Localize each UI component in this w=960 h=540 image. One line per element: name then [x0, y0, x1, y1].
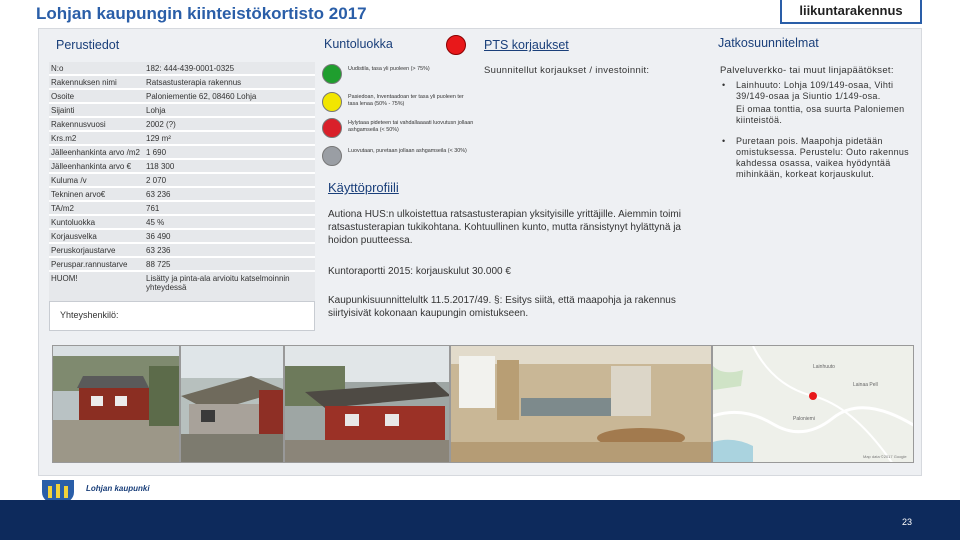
property-value: 45 %	[146, 218, 165, 227]
further-plans-point: Ei omaa tonttia, osa suurta Paloniemen kiinteistöä.	[736, 104, 905, 125]
contact-person-label: Yhteyshenkilö:	[60, 310, 119, 320]
map-label: Lainhuuto	[813, 364, 835, 370]
further-plans-point: Puretaan pois. Maapohja pidetään omistuksessa. Perustelu: Outo rakennus kahdessa osassa, vaikea hyödyntää mihinkään, korkeat korjauskulut.	[736, 136, 909, 179]
property-key: Rakennusvuosi	[51, 120, 106, 129]
property-value: 2002 (?)	[146, 120, 176, 129]
property-value: Ratsastusterapia rakennus	[146, 78, 242, 87]
contact-person-box	[49, 301, 315, 331]
legend-text: Luovutaan, puretaan jollaan ashgamseila (< 30%)	[348, 148, 467, 154]
city-planning-text: Kaupunkisuunnittelultk 11.5.2017/49. §: Esitys siitä, että maapohja ja rakennus siirtyisivät kokonaan kaupungin omistukseen.	[328, 295, 676, 319]
property-row	[49, 104, 315, 118]
bullet: •	[722, 80, 726, 90]
building-photo-3	[284, 345, 450, 463]
property-row	[49, 202, 315, 216]
property-row	[49, 90, 315, 104]
property-key: TA/m2	[51, 204, 74, 213]
location-map-image	[713, 346, 914, 463]
location-map[interactable]	[712, 345, 914, 463]
property-value: Lohja	[146, 106, 166, 115]
property-value: 63 236	[146, 246, 171, 255]
legend-item-good	[322, 64, 472, 88]
bullet: •	[722, 136, 726, 146]
further-plans-item	[720, 136, 910, 180]
property-key: Kuntoluokka	[51, 218, 96, 227]
page-number: 23	[902, 517, 913, 527]
further-plans-heading: Jatkosuunnitelmat	[718, 36, 819, 50]
legend-green-dot	[322, 64, 342, 84]
property-row	[49, 230, 315, 244]
property-value: 182: 444-439-0001-0325	[146, 64, 235, 73]
property-key: Osoite	[51, 92, 75, 101]
further-plans-item	[720, 80, 910, 126]
city-logo	[38, 478, 218, 502]
footer-bar	[0, 500, 960, 540]
condition-report-text: Kuntoraportti 2015: korjauskulut 30.000 €	[328, 266, 511, 277]
further-plans-point: Lainhuuto: Lohja 109/149-osaa, Vihti 39/149-osaa ja Siuntio 1/149-osa.	[736, 80, 894, 101]
property-key: Korjausvelka	[51, 232, 97, 241]
property-row	[49, 174, 315, 188]
legend-item-demolish	[322, 146, 472, 170]
building-photo-2	[180, 345, 284, 463]
pts-planned-repairs-text: Suunnitellut korjaukset / investoinnit:	[484, 65, 650, 76]
property-value: 2 070	[146, 176, 167, 185]
property-table	[49, 62, 315, 308]
building-photo-1	[52, 345, 180, 463]
property-key: Jälleenhankinta arvo /m2	[51, 148, 140, 157]
building-category-badge: liikuntarakennus	[780, 0, 922, 24]
property-key: Rakennuksen nimi	[51, 78, 117, 87]
usage-profile-text: Autiona HUS:n ulkoistettua ratsastusterapian yksityisille yrittäjille. Aiemmin toimi ratsastusterapian tukikohtana. Kohtuullinen kunto, mutta ränsistynyt hylättynä ja hoidon puutteessa.	[328, 209, 681, 246]
property-key: Jälleenhankinta arvo €	[51, 162, 132, 171]
building-photo-2-image	[181, 346, 284, 463]
property-value: 63 236	[146, 190, 171, 199]
property-row	[49, 118, 315, 132]
property-row	[49, 216, 315, 230]
pts-repairs-heading: PTS korjaukset	[484, 38, 569, 52]
property-value: Paloniementie 62, 08460 Lohja	[146, 92, 257, 101]
property-key: Peruskorjaustarve	[51, 246, 116, 255]
legend-text: Uudistila, tasa yli puoleen (> 75%)	[348, 66, 430, 72]
building-photo-1-image	[53, 346, 180, 463]
property-value: 761	[146, 204, 160, 213]
legend-yellow-dot	[322, 92, 342, 112]
property-row	[49, 244, 315, 258]
property-value: 88 725	[146, 260, 171, 269]
property-key: Kuluma /v	[51, 176, 87, 185]
property-key: Peruspar.rannustarve	[51, 260, 128, 269]
property-value: 129 m²	[146, 134, 171, 143]
property-value: Lisätty ja pinta-ala arvioitu katselmoinnin yhteydessä	[146, 274, 290, 292]
property-row	[49, 188, 315, 202]
legend-text: Pasiedoan, Inventaadoan ter tasa yli puoleen ter tasa lenaa (50% - 75%)	[348, 94, 464, 107]
legend-item-poor	[322, 118, 472, 142]
property-value: 118 300	[146, 162, 175, 171]
property-row	[49, 258, 315, 272]
condition-class-heading: Kuntoluokka	[324, 37, 393, 51]
further-plans-intro: Palveluverkko- tai muut linjapäätökset:	[720, 65, 894, 76]
usage-profile-heading: Käyttöprofiili	[328, 180, 399, 195]
building-photo-3-image	[285, 346, 450, 463]
basic-info-heading: Perustiedot	[56, 38, 120, 52]
page-title: Lohjan kaupungin kiinteistökortisto 2017	[36, 4, 367, 23]
property-key: Sijainti	[51, 106, 75, 115]
property-value: 36 490	[146, 232, 171, 241]
property-row	[49, 146, 315, 160]
map-copyright: Map data ©2017 Google	[863, 454, 907, 459]
building-interior-photo-image	[451, 346, 712, 463]
condition-status-indicator	[446, 35, 466, 55]
legend-text: Hylytaaa pideteen tai vahdallaaaati luovutusn jollaan ashgamseila (< 50%)	[348, 120, 474, 133]
legend-red-dot	[322, 118, 342, 138]
property-key: HUOM!	[51, 274, 78, 283]
property-key: N:o	[51, 64, 64, 73]
property-key: Tekninen arvo€	[51, 190, 106, 199]
building-interior-photo	[450, 345, 712, 463]
property-key: Krs.m2	[51, 134, 77, 143]
property-value: 1 690	[146, 148, 167, 157]
property-row	[49, 62, 315, 76]
property-row	[49, 76, 315, 90]
map-label: Lainaa Pell	[853, 382, 878, 388]
map-label: Paloniemi	[793, 416, 815, 422]
legend-grey-dot	[322, 146, 342, 166]
legend-item-fair	[322, 92, 472, 116]
city-logo-text: Lohjan kaupunki	[86, 484, 150, 493]
further-plans-list	[720, 80, 910, 190]
property-row	[49, 160, 315, 174]
property-row	[49, 132, 315, 146]
